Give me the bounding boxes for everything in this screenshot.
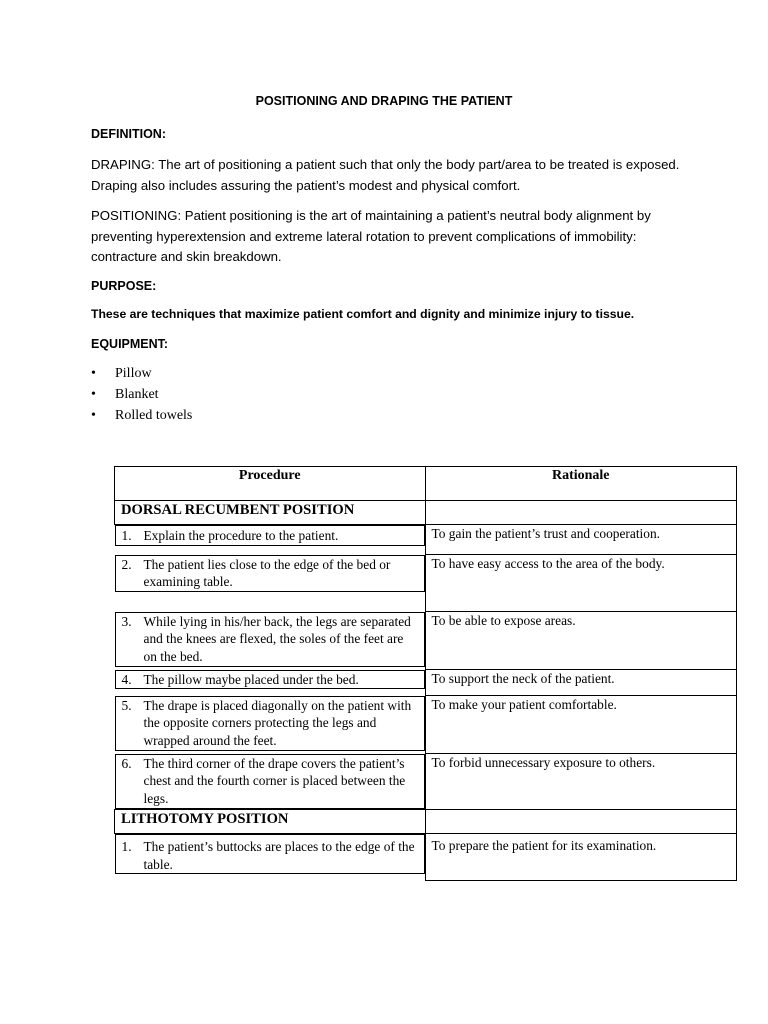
purpose-heading: PURPOSE: bbox=[91, 279, 157, 293]
procedure-text: The patient’s buttocks are places to the edge of the table. bbox=[143, 838, 415, 872]
bullet-icon: • bbox=[91, 366, 96, 381]
step-number: 3. bbox=[121, 613, 132, 629]
table-row bbox=[115, 670, 737, 696]
table-row bbox=[115, 754, 737, 810]
rationale-text: To support the neck of the patient. bbox=[425, 670, 736, 696]
procedure-text: The third corner of the drape covers the patient’s chest and the fourth corner is placed between the legs. bbox=[143, 755, 406, 807]
draping-text: The art of positioning a patient such that only the body part/area to be treated is exposed. Draping also includes assuring the patient’s modest and physical comfort. bbox=[91, 157, 680, 193]
section-row bbox=[115, 501, 737, 525]
draping-term: DRAPING: bbox=[91, 157, 155, 172]
step-number: 5. bbox=[121, 697, 132, 713]
rationale-text: To be able to expose areas. bbox=[425, 612, 736, 670]
rationale-text: To forbid unnecessary exposure to others. bbox=[425, 754, 736, 810]
table-row bbox=[115, 696, 737, 754]
definition-heading: DEFINITION: bbox=[91, 127, 166, 141]
procedure-text: The pillow maybe placed under the bed. bbox=[143, 671, 359, 687]
list-item: • Pillow bbox=[91, 364, 192, 385]
document-title: POSITIONING AND DRAPING THE PATIENT bbox=[255, 94, 513, 108]
bullet-icon: • bbox=[91, 407, 96, 423]
table-header-row bbox=[115, 467, 737, 501]
step-number: 1. bbox=[121, 528, 132, 543]
procedure-text: The drape is placed diagonally on the patient with the opposite corners protecting the legs and wrapped around the feet. bbox=[143, 697, 412, 749]
step-number: 1. bbox=[121, 838, 132, 854]
equipment-heading: EQUIPMENT: bbox=[91, 337, 169, 351]
table-row bbox=[115, 555, 737, 612]
section-row bbox=[115, 809, 737, 833]
header-rationale: Rationale bbox=[425, 467, 736, 501]
purpose-text: These are techniques that maximize patient comfort and dignity and minimize injury to tissue. bbox=[91, 307, 635, 321]
list-item: • Blanket bbox=[91, 385, 192, 406]
rationale-text: To have easy access to the area of the body. bbox=[425, 555, 736, 612]
header-procedure: Procedure bbox=[115, 467, 426, 501]
procedure-text: The patient lies close to the edge of the bed or examining table. bbox=[143, 556, 391, 590]
list-item: • Rolled towels bbox=[91, 406, 192, 427]
table-row bbox=[115, 612, 737, 670]
positioning-definition bbox=[91, 206, 691, 268]
bullet-icon: • bbox=[91, 386, 96, 402]
step-number: 6. bbox=[121, 755, 132, 771]
draping-definition bbox=[91, 155, 691, 196]
procedure-text: While lying in his/her back, the legs are separated and the knees are flexed, the soles of the feet are on the bed. bbox=[143, 613, 411, 665]
table-row bbox=[115, 525, 737, 555]
equipment-list bbox=[91, 364, 192, 426]
step-number: 4. bbox=[121, 671, 132, 687]
positioning-term: POSITIONING: bbox=[91, 208, 182, 223]
table-row bbox=[115, 833, 737, 880]
positioning-text: Patient positioning is the art of maintaining a patient’s neutral body alignment by preventing hyperextension and extreme lateral rotation to prevent complications of immobility: contracture and skin breakdown. bbox=[91, 208, 651, 264]
section-title: LITHOTOMY POSITION bbox=[115, 809, 426, 833]
procedure-table bbox=[114, 466, 737, 881]
step-number: 2. bbox=[121, 556, 132, 572]
rationale-text: To prepare the patient for its examination. bbox=[425, 833, 736, 880]
section-title: DORSAL RECUMBENT POSITION bbox=[115, 501, 426, 525]
rationale-text: To make your patient comfortable. bbox=[425, 696, 736, 754]
rationale-text: To gain the patient’s trust and cooperation. bbox=[425, 525, 736, 555]
procedure-text: Explain the procedure to the patient. bbox=[143, 528, 339, 543]
